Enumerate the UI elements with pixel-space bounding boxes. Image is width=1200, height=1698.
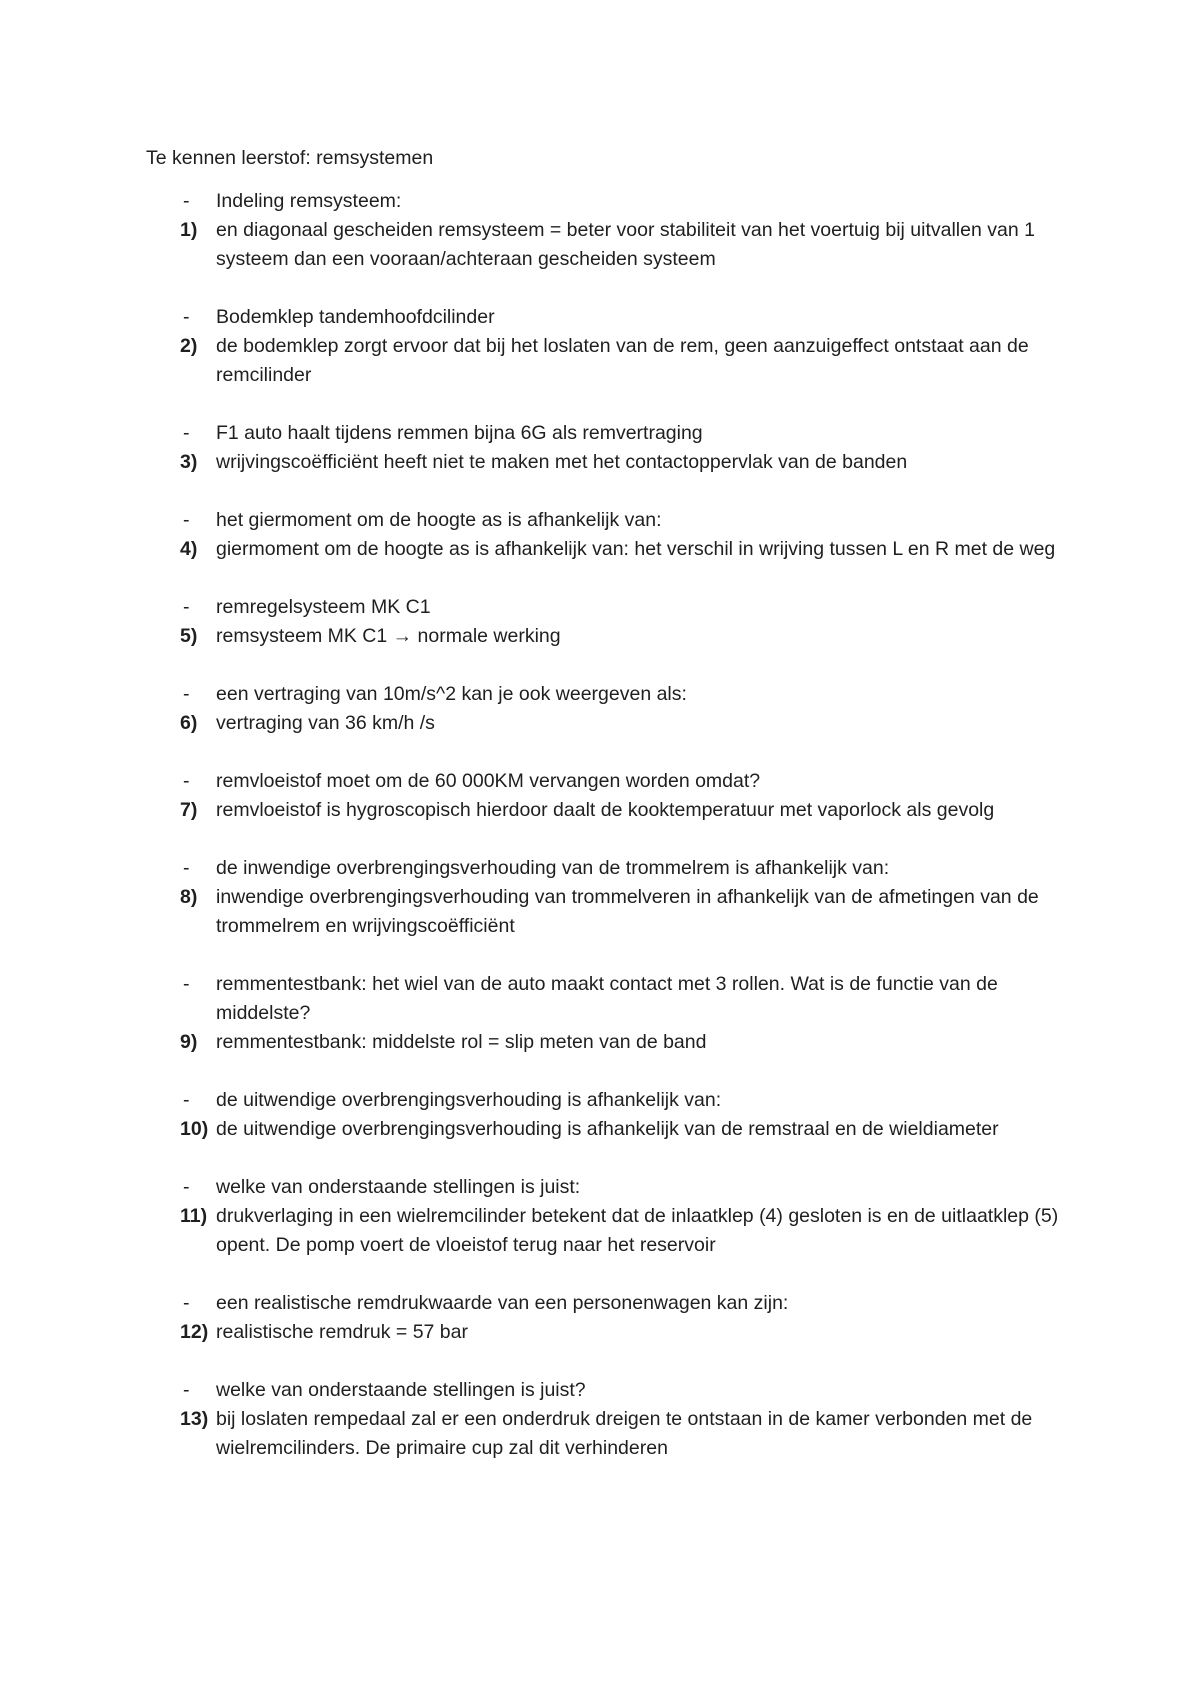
dash-marker: - bbox=[183, 857, 190, 879]
answer-text: remmentestbank: middelste rol = slip meten van de band bbox=[216, 1031, 707, 1053]
answer-line bbox=[146, 448, 1066, 477]
question-line bbox=[146, 1289, 1066, 1318]
answer-number: 11) bbox=[180, 1205, 208, 1227]
answer-line bbox=[146, 622, 1066, 651]
answer-line bbox=[146, 1318, 1066, 1347]
question-line bbox=[146, 187, 1066, 216]
right-arrow-icon: → bbox=[392, 625, 413, 647]
dash-marker: - bbox=[183, 973, 190, 995]
question-line bbox=[146, 970, 1066, 1028]
answer-text: en diagonaal gescheiden remsysteem = beter voor stabiliteit van het voertuig bij uitvallen van 1 systeem dan een vooraan/achteraan gescheiden systeem bbox=[216, 219, 1035, 270]
answer-text: inwendige overbrengingsverhouding van trommelveren in afhankelijk van de afmetingen van de trommelrem en wrijvingscoëfficiënt bbox=[216, 886, 1039, 937]
dash-marker: - bbox=[183, 770, 190, 792]
question-line bbox=[146, 1173, 1066, 1202]
answer-text: realistische remdruk = 57 bar bbox=[216, 1321, 468, 1343]
entry-9 bbox=[146, 970, 1066, 1057]
answer-number: 5) bbox=[180, 625, 198, 647]
answer-text: remvloeistof is hygroscopisch hierdoor daalt de kooktemperatuur met vaporlock als gevolg bbox=[216, 799, 995, 821]
dash-marker: - bbox=[183, 1089, 190, 1111]
entry-5 bbox=[146, 593, 1066, 651]
answer-line bbox=[146, 796, 1066, 825]
entry-1 bbox=[146, 187, 1066, 274]
answer-text: wrijvingscoëfficiënt heeft niet te maken met het contactoppervlak van de banden bbox=[216, 451, 908, 473]
page-title: Te kennen leerstof: remsystemen bbox=[146, 147, 434, 169]
question-line bbox=[146, 1086, 1066, 1115]
answer-line bbox=[146, 1405, 1066, 1463]
question-line bbox=[146, 680, 1066, 709]
question-text: de uitwendige overbrengingsverhouding is afhankelijk van: bbox=[216, 1089, 722, 1111]
answer-text: drukverlaging in een wielremcilinder betekent dat de inlaatklep (4) gesloten is en de uitlaatklep (5) opent. De pomp voert de vloeistof terug naar het reservoir bbox=[216, 1205, 1059, 1256]
dash-marker: - bbox=[183, 306, 190, 328]
question-text: remmentestbank: het wiel van de auto maakt contact met 3 rollen. Wat is de functie van de middelste? bbox=[216, 973, 998, 1024]
question-text: F1 auto haalt tijdens remmen bijna 6G als remvertraging bbox=[216, 422, 703, 444]
answer-line bbox=[146, 1115, 1066, 1144]
answer-text: de uitwendige overbrengingsverhouding is afhankelijk van de remstraal en de wieldiameter bbox=[216, 1118, 999, 1140]
answer-number: 9) bbox=[180, 1031, 198, 1053]
question-text: remvloeistof moet om de 60 000KM vervangen worden omdat? bbox=[216, 770, 761, 792]
answer-text: giermoment om de hoogte as is afhankelijk van: het verschil in wrijving tussen L en R met de weg bbox=[216, 538, 1056, 560]
answer-line bbox=[146, 1202, 1066, 1260]
answer-line bbox=[146, 883, 1066, 941]
question-text: welke van onderstaande stellingen is juist: bbox=[216, 1176, 581, 1198]
dash-marker: - bbox=[183, 1292, 190, 1314]
answer-number: 10) bbox=[180, 1118, 209, 1140]
entry-7 bbox=[146, 767, 1066, 825]
question-line bbox=[146, 593, 1066, 622]
question-line bbox=[146, 1376, 1066, 1405]
answer-text-after: normale werking bbox=[412, 625, 561, 647]
question-text: de inwendige overbrengingsverhouding van de trommelrem is afhankelijk van: bbox=[216, 857, 890, 879]
question-text: Bodemklep tandemhoofdcilinder bbox=[216, 306, 495, 328]
dash-marker: - bbox=[183, 1379, 190, 1401]
question-line bbox=[146, 419, 1066, 448]
entry-3 bbox=[146, 419, 1066, 477]
dash-marker: - bbox=[183, 596, 190, 618]
dash-marker: - bbox=[183, 683, 190, 705]
answer-line bbox=[146, 535, 1066, 564]
answer-number: 8) bbox=[180, 886, 198, 908]
answer-number: 2) bbox=[180, 335, 198, 357]
answer-text-before: remsysteem MK C1 bbox=[216, 625, 393, 647]
question-line bbox=[146, 767, 1066, 796]
answer-line bbox=[146, 709, 1066, 738]
dash-marker: - bbox=[183, 190, 190, 212]
answer-line bbox=[146, 332, 1066, 390]
answer-number: 7) bbox=[180, 799, 198, 821]
answer-number: 6) bbox=[180, 712, 198, 734]
dash-marker: - bbox=[183, 1176, 190, 1198]
question-text: een vertraging van 10m/s^2 kan je ook weergeven als: bbox=[216, 683, 687, 705]
question-text: welke van onderstaande stellingen is juist? bbox=[216, 1379, 586, 1401]
question-line bbox=[146, 303, 1066, 332]
dash-marker: - bbox=[183, 509, 190, 531]
entry-12 bbox=[146, 1289, 1066, 1347]
entry-13 bbox=[146, 1376, 1066, 1463]
question-line bbox=[146, 506, 1066, 535]
answer-text: bij loslaten rempedaal zal er een onderdruk dreigen te ontstaan in de kamer verbonden met de wielremcilinders. De primaire cup zal dit verhinderen bbox=[216, 1408, 1033, 1459]
question-line bbox=[146, 854, 1066, 883]
entry-4 bbox=[146, 506, 1066, 564]
entry-2 bbox=[146, 303, 1066, 390]
answer-line bbox=[146, 1028, 1066, 1057]
answer-line bbox=[146, 216, 1066, 274]
entry-list bbox=[146, 187, 1066, 1463]
question-text: remregelsysteem MK C1 bbox=[216, 596, 431, 618]
question-text: het giermoment om de hoogte as is afhankelijk van: bbox=[216, 509, 662, 531]
entry-10 bbox=[146, 1086, 1066, 1144]
answer-number: 1) bbox=[180, 219, 198, 241]
entry-11 bbox=[146, 1173, 1066, 1260]
answer-number: 3) bbox=[180, 451, 198, 473]
question-text: een realistische remdrukwaarde van een personenwagen kan zijn: bbox=[216, 1292, 789, 1314]
dash-marker: - bbox=[183, 422, 190, 444]
answer-text: de bodemklep zorgt ervoor dat bij het loslaten van de rem, geen aanzuigeffect ontstaat aan de remcilinder bbox=[216, 335, 1029, 386]
question-text: Indeling remsysteem: bbox=[216, 190, 402, 212]
answer-text: vertraging van 36 km/h /s bbox=[216, 712, 435, 734]
entry-6 bbox=[146, 680, 1066, 738]
answer-number: 13) bbox=[180, 1408, 209, 1430]
entry-8 bbox=[146, 854, 1066, 941]
answer-number: 4) bbox=[180, 538, 198, 560]
answer-number: 12) bbox=[180, 1321, 209, 1343]
